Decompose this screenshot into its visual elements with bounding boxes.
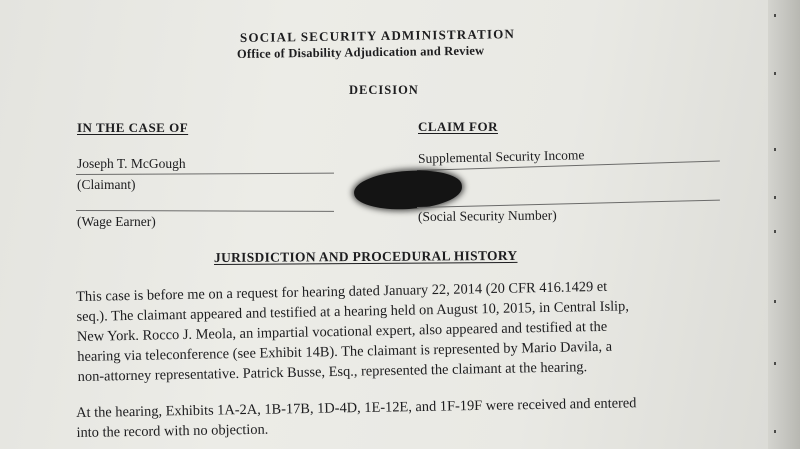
edge-mark [774,14,776,17]
in-case-of-label: IN THE CASE OF [77,120,189,135]
edge-mark [774,430,776,433]
claimant-label: (Claimant) [77,177,136,192]
wage-earner-rule [76,210,334,212]
paragraph-line: seq.). The claimant appeared and testified at a hearing held on August 10, 2015, in Central Islip, [76,298,630,325]
office-title: Office of Disability Adjudication and Review [236,43,485,61]
decision-title: DECISION [349,83,419,97]
claim-type: Supplemental Security Income [417,147,585,166]
edge-mark [774,72,776,75]
agency-title: SOCIAL SECURITY ADMINISTRATION [239,26,516,45]
claimant-rule [76,173,334,175]
paragraph-line: hearing via teleconference (see Exhibit 14B). The claimant is represented by Mario Davila, a [77,338,613,365]
paragraph-line: At the hearing, Exhibits 1A-2A, 1B-17B, 1D-4D, 1E-12E, and 1F-19F were received and entered [76,395,637,421]
paragraph-line: non-attorney representative. Patrick Busse, Esq., represented the claimant at the hearing. [77,359,588,385]
section-heading: JURISDICTION AND PROCEDURAL HISTORY [213,247,518,265]
edge-mark [774,362,776,365]
paragraph-line: This case is before me on a request for hearing dated January 22, 2014 (20 CFR 416.1429 et [76,278,608,305]
wage-earner-label: (Wage Earner) [77,214,156,229]
edge-mark [774,148,776,151]
edge-mark [774,300,776,303]
edge-mark [774,230,776,233]
claimant-name: Joseph T. McGough [77,156,186,171]
paragraph-line: New York. Rocco J. Meola, an impartial vocational expert, also appeared and testified at the [76,318,608,345]
edge-mark [774,196,776,199]
paragraph-procedural [76,276,630,387]
paragraph-line: into the record with no objection. [76,421,269,441]
claim-for-label: CLAIM FOR [418,119,498,134]
ssn-rule [417,200,720,208]
paragraph-exhibits [76,393,637,443]
ssn-label: (Social Security Number) [417,207,557,224]
redacted-ssn [353,168,463,212]
page-edge-shadow [768,0,800,449]
